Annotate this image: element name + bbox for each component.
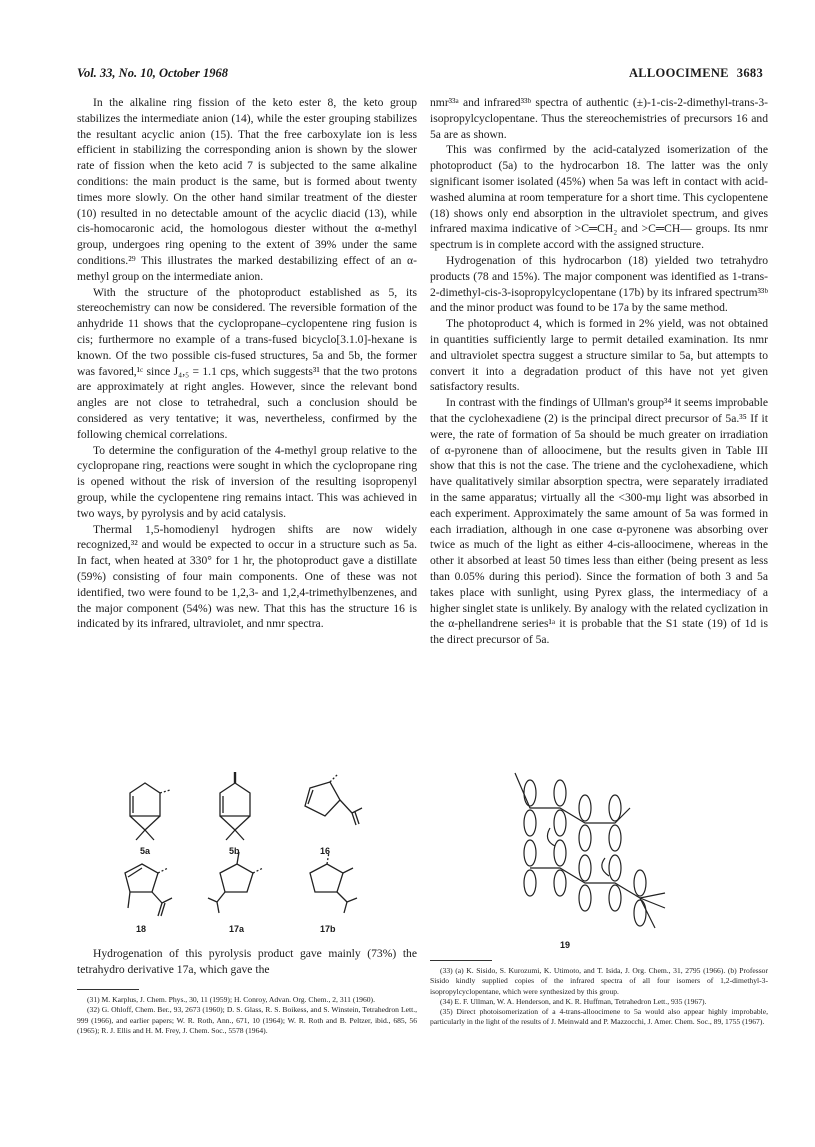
paragraph: In contrast with the findings of Ullman's group³⁴ it seems improbable that the cyclohexadiene (2) is the principal direct precursor of 5a.³⁵ If it were, the rate of formation of 5a should be much greater on irradiation of α-pyronene than of alloocimene, but the results given in Table III show that this is not the case. The triene and the cyclohexadiene, which have qualitatively similar absorption spectra, were separately irradiated in the same apparatus; virtually all the <300-mμ light was absorbed in each experiment. Approximately the same amount of 5a was formed in each irradiation, although in one case α-pyronene was absorbing over twice as much of the light as either 4-cis-alloocimene, whereas in the other it absorbed at least 50 times less than either (being present as less than 0.05% during this period). Since the formation of both 3 and 5a takes place with sunlight, using Pyrex glass, the intermediacy of a higher singlet state is unlikely. By analogy with the related cyclization in the α-phellandrene series¹ᵃ it is probable that the S1 state (19) of 1d is the direct precursor of 5a. bbox=[430, 396, 768, 647]
reference-35: (35) Direct photoisomerization of a 4-trans-alloocimene to 5a would also appear highly improbable, particularly in the light of the results of J. Meinwald and P. Mazzocchi, J. Amer. Chem. Soc., 89, 1755 (1967). bbox=[430, 1007, 768, 1027]
paragraph: Thermal 1,5-homodienyl hydrogen shifts are now widely recognized,³² and would be expected to occur in a structure such as 5a. In fact, when heated at 330° for 1 hr, the photoproduct gave a distillate (59%) consisting of four main components. One of these was not identified, two were found to be 1,2,3- and 1,2,4-trimethylbenzenes, and the major component (54%) was new. That this has the structure 16 is indicated by its infrared, ultraviolet, and nmr spectra. bbox=[77, 522, 417, 631]
reference-31: (31) M. Karplus, J. Chem. Phys., 30, 11 (1959); H. Conroy, Advan. Org. Chem., 2, 311 (1960). bbox=[87, 995, 375, 1004]
structure-18 bbox=[125, 864, 172, 916]
label-17b: 17b bbox=[320, 924, 336, 934]
structure-drawings bbox=[100, 768, 400, 948]
paragraph: Hydrogenation of this pyrolysis product gave mainly (73%) the tetrahydro derivative 17a, which gave the bbox=[77, 947, 417, 976]
continuation-text bbox=[77, 946, 417, 978]
label-17a: 17a bbox=[229, 924, 245, 934]
running-header-title bbox=[629, 66, 763, 81]
footnote-rule-left bbox=[77, 989, 139, 990]
paragraph: The photoproduct 4, which is formed in 2% yield, was not obtained in quantities sufficiently large to permit detailed examination. Its nmr and ultraviolet spectra suggest a structure similar to 5a, but attempts to convert it into a degradation product of this have not yet given satisfactory results. bbox=[430, 317, 768, 394]
running-header-journal: Vol. 33, No. 10, October 1968 bbox=[77, 66, 229, 80]
label-5b: 5b bbox=[229, 846, 240, 856]
paragraph: In the alkaline ring fission of the keto ester 8, the keto group stabilizes the intermediate anion (14), while the ester grouping stabilizes the resultant acyclic anion (15). That the free carboxylate ion is less efficient in stabilizing the corresponding anion is shown by the slower rate of fission when the keto acid 7 is subjected to the same alkaline conditions: the main product is the same, but is formed about twenty times more slowly. On the other hand similar treatment of the diester (10) resulted in no detectable amount of the acyclic diacid (13), while cis-homocaronic acid, the homologous diester without the α-methyl group, undergoes ring opening to the extent of 39% under the same conditions.²⁹ This illustrates the marked destabilizing effect of an α-methyl group on the intermediate anion. bbox=[77, 96, 417, 283]
footnotes-left bbox=[77, 995, 417, 1036]
structure-17a bbox=[208, 852, 263, 913]
label-5a: 5a bbox=[140, 846, 151, 856]
orbital-diagram-19 bbox=[505, 768, 715, 948]
page-number: 3683 bbox=[736, 66, 763, 80]
structure-17b bbox=[310, 852, 357, 913]
structure-16 bbox=[305, 774, 362, 825]
paragraph: With the structure of the photoproduct established as 5, its stereochemistry can now be considered. The reversible formation of the anhydride 11 shows that the cyclopropane–cyclopentene ring fusion is cis; furthermore no example of a trans-fused bicyclo[3.1.0]-hexane is known. Of the two possible cis-fused structures, 5a and 5b, the former was favored,¹ᶜ since J₄,₅ = 1.1 cps, which suggests³¹ that the two protons are approximately at right angles. However, since the relevant bond angles are not close to tetrahedral, such a conclusion should be considered as very tentative; it was, nevertheless, confirmed by the following chemical correlations. bbox=[77, 285, 417, 441]
paragraph: This was confirmed by the acid-catalyzed isomerization of the photoproduct (5a) to the hydrocarbon 18. The latter was the only significant isomer isolated (45%) when 5a was left in contact with acid-washed alumina at room temperature for a short time. This cyclopentene (18) shows only end absorption in the ultraviolet spectrum, and gives infrared maxima indicative of >C═CH₂ and >C═CH— groups. Its nmr spectrum is in complete accord with the assigned structure. bbox=[430, 143, 768, 252]
structure-5b bbox=[220, 772, 250, 840]
label-18: 18 bbox=[136, 924, 147, 934]
paragraph: Hydrogenation of this hydrocarbon (18) yielded two tetrahydro products (78 and 15%). The major component was identified as 1-trans-2-dimethyl-cis-3-isopropylcyclopentane (17b) by its infrared spectrum³³ᵇ and the minor product was found to be 17a by the same method. bbox=[430, 253, 768, 315]
right-column bbox=[430, 95, 768, 648]
footnote-rule-right bbox=[430, 960, 492, 961]
left-column bbox=[77, 95, 417, 632]
label-19: 19 bbox=[560, 940, 571, 950]
orbital-drawing bbox=[505, 768, 715, 948]
structures-figure bbox=[100, 768, 400, 948]
reference-33: (33) (a) K. Sisido, S. Kurozumi, K. Utimoto, and T. Isida, J. Org. Chem., 31, 2795 (1966). (b) Professor Sisido kindly supplied copies of the infrared spectra of all four isomers of 1,2-dimethyl-3-isopropylcyclopentane, which were synthesized by this group. bbox=[430, 966, 768, 996]
reference-32: (32) G. Ohloff, Chem. Ber., 93, 2673 (1960); D. S. Glass, R. S. Boikess, and S. Winstein, Tetrahedron Lett., 999 (1966), and earlier papers; W. R. Roth, Ann., 671, 10 (1964); W. R. Roth and B. Peltzer, ibid., 685, 56 (1965); R. J. Ellis and H. M. Frey, J. Chem. Soc., 5578 (1964). bbox=[77, 1005, 417, 1035]
paragraph: To determine the configuration of the 4-methyl group relative to the cyclopropane ring, reactions were sought in which the cyclopropane ring is opened without the risk of inversion of the resulting isopropenyl group, while the cyclopentene ring remains intact. This was achieved in two ways, by pyrolysis and by acid catalysis. bbox=[77, 443, 417, 520]
label-16: 16 bbox=[320, 846, 331, 856]
structure-5a bbox=[130, 783, 170, 840]
header-title: ALLOOCIMENE bbox=[628, 66, 729, 80]
reference-34: (34) E. F. Ullman, W. A. Henderson, and K. R. Huffman, Tetrahedron Lett., 935 (1967). bbox=[440, 996, 707, 1006]
paragraph: nmr³³ᵃ and infrared³³ᵇ spectra of authentic (±)-1-cis-2-dimethyl-trans-3-isopropylcyclopentane. Thus the stereochemistries of precursors 16 and 5a are as shown. bbox=[430, 96, 768, 141]
footnotes-right bbox=[430, 966, 768, 1028]
